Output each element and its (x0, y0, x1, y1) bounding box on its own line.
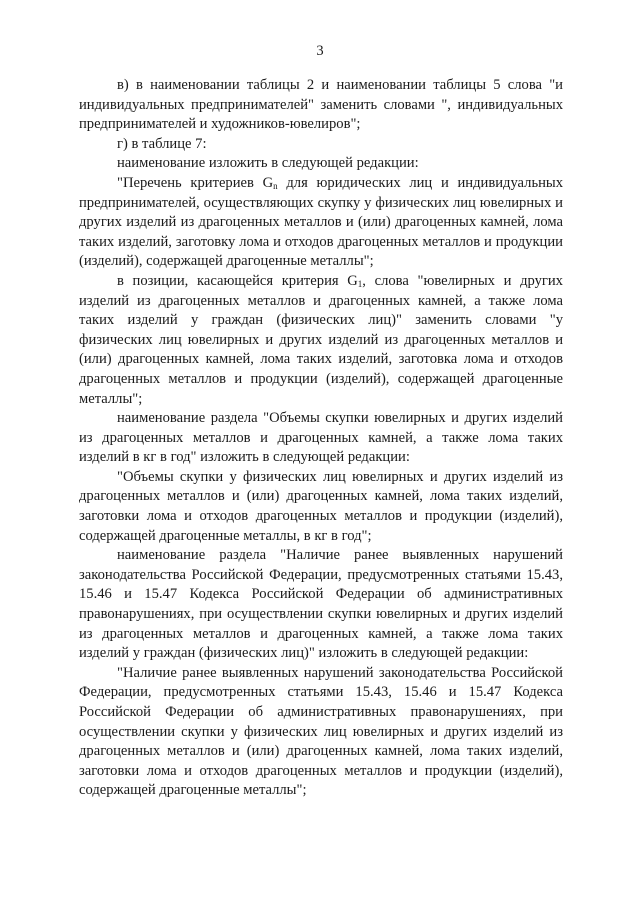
subscript: n (273, 180, 278, 191)
paragraph-item-g: г) в таблице 7: (117, 135, 207, 152)
text-fragment: в позиции, касающейся критерия G (117, 272, 358, 289)
text-fragment: , слова "ювелирных и других изделий из драгоценных металлов и драгоценных камней, а также лома таких изделий у граждан (физических лиц)" заменить словами "у физических лиц ювелирных и других изделий из драгоценных металлов и (или) драгоценных камней, лома таких изделий, заготовка лома и отходов драгоценных металлов и продукции (изделий), содержащей драгоценные металлы"; (79, 272, 563, 407)
page-number: 3 (316, 43, 324, 59)
paragraph-section-violations-instruction: наименование раздела "Наличие ранее выявленных нарушений законодательства Российской Федерации, предусмотренных статьями 15.43, 15.46 и 15.47 Кодекса Российской Федерации об административных правонарушениях, при осуществлении скупки ювелирных и других изделий из драгоценных металлов и драгоценных камней, а также лома таких изделий у граждан (физических лиц)" изложить в следующей редакции: (79, 547, 563, 662)
text-fragment: "Перечень критериев G (117, 174, 274, 191)
text-fragment: для юридических лиц и индивидуальных предпринимателей, осуществляющих скупку у физических лиц ювелирных и других изделий из драгоценных металлов и (или) драгоценных камней, лома таких изделий, заготовку лома и отходов драгоценных металлов и продукции (изделий), содержащей драгоценные металлы"; (79, 174, 564, 270)
paragraph-item-v: в) в наименовании таблицы 2 и наименовании таблицы 5 слова "и индивидуальных предпринимателей" заменить словами ", индивидуальных предпринимателей и художников-ювелиров"; (79, 77, 563, 133)
paragraph-title-instruction: наименование изложить в следующей редакции: (117, 155, 419, 172)
paragraph-section-violations-new: "Наличие ранее выявленных нарушений законодательства Российской Федерации, предусмотренных статьями 15.43, 15.46 и 15.47 Кодекса Российской Федерации об административных правонарушениях, при осуществлении скупки у физических лиц ювелирных и других изделий из драгоценных металлов и (или) драгоценных камней, лома таких изделий, заготовки лома и отходов драгоценных металлов и продукции (изделий), содержащей драгоценные металлы"; (79, 664, 563, 799)
document-body (79, 76, 563, 801)
subscript: 1 (357, 278, 363, 289)
paragraph-criterion-g1 (79, 272, 563, 409)
paragraph-section-volumes-instruction: наименование раздела "Объемы скупки ювелирных и других изделий из драгоценных металлов и драгоценных камней, а также лома таких изделий в кг в год" изложить в следующей редакции: (79, 410, 563, 466)
paragraph-criteria-list-title (79, 174, 563, 272)
paragraph-section-volumes-new: "Объемы скупки у физических лиц ювелирных и других изделий из драгоценных металлов и (или) драгоценных камней, лома таких изделий, заготовки лома и отходов драгоценных металлов и продукции (изделий), содержащей драгоценные металлы, в кг в год"; (79, 468, 563, 544)
